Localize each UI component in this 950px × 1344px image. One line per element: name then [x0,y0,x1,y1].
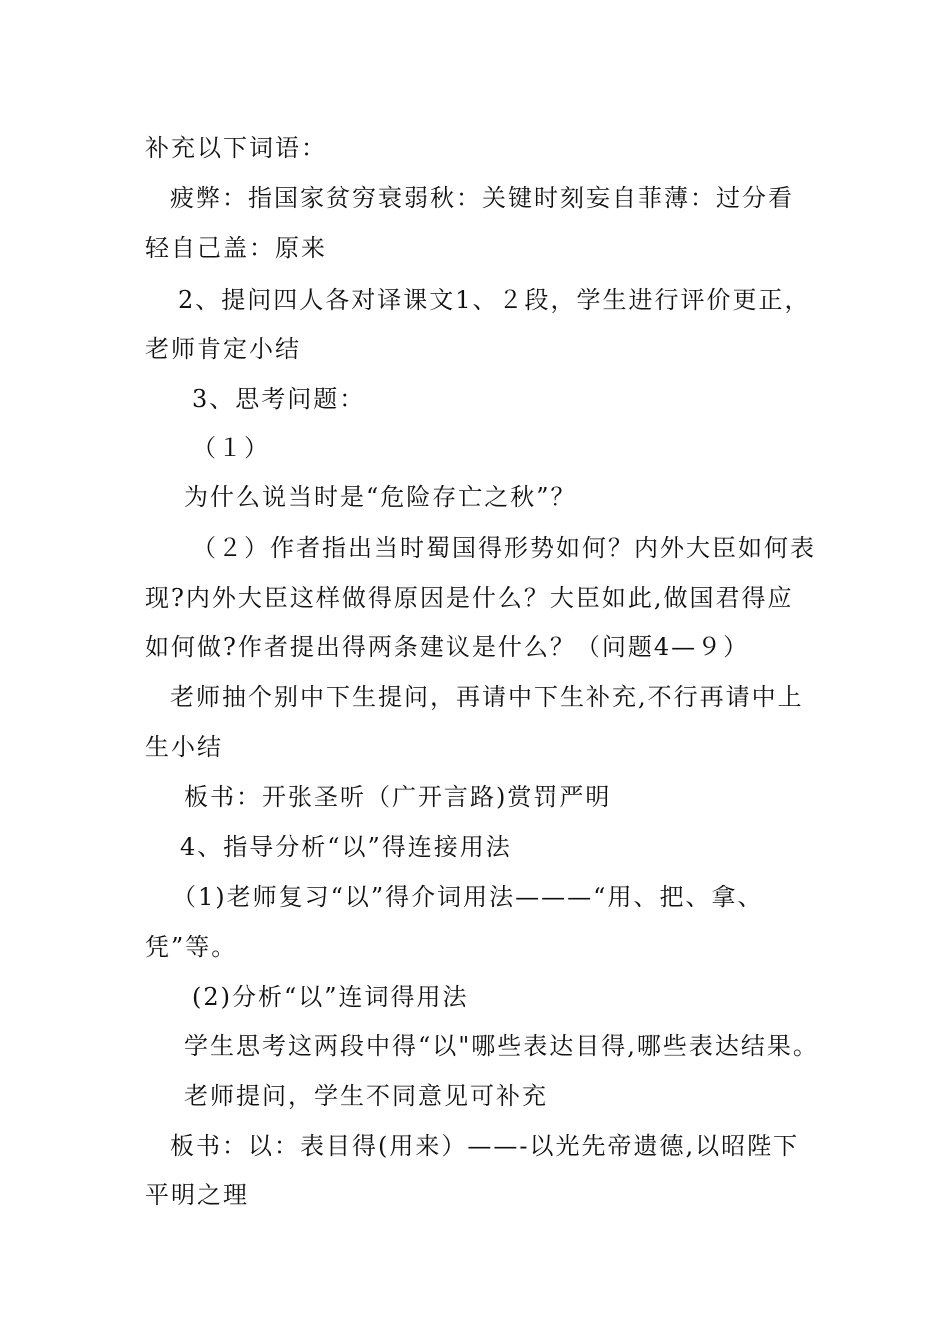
text-line: 3、思考问题： [192,385,366,413]
text-line: （1)老师复习“以”得介词用法———“用、把、拿、 [172,883,764,911]
text-line: 凭”等。 [145,933,238,961]
text-line: 老师肯定小结 [145,335,301,363]
text-line: 疲弊：指国家贫穷衰弱秋：关键时刻妄自菲薄：过分看 [170,184,794,212]
text-line: 板书：以：表目得(用来）——-以光先帝遗德,以昭陛下 [170,1132,800,1160]
text-line: 老师抽个别中下生提问，再请中下生补充,不行再请中上 [170,683,804,711]
text-line: (2)分析“以”连词得用法 [192,983,469,1011]
text-line: 现?内外大臣这样做得原因是什么？大臣如此,做国君得应 [145,584,794,612]
text-line: 板书：开张圣听（广开言路)赏罚严明 [184,783,612,811]
text-line: 老师提问，学生不同意见可补充 [184,1082,548,1110]
text-line: 生小结 [145,733,223,761]
text-line: 补充以下词语： [145,134,327,162]
text-line: 学生思考这两段中得“以"哪些表达目得,哪些表达结果。 [184,1032,819,1060]
text-line: 如何做?作者提出得两条建议是什么？（问题4—９） [145,633,750,661]
text-line: （２）作者指出当时蜀国得形势如何？内外大臣如何表 [192,534,816,562]
text-line: 4、指导分析“以”得连接用法 [180,833,512,861]
text-line: 平明之理 [145,1181,249,1209]
text-line: 为什么说当时是“危险存亡之秋”？ [184,483,577,511]
text-line: （１） [192,434,270,462]
text-line: 轻自己盖：原来 [145,234,327,262]
text-line: 2、提问四人各对译课文1、２段，学生进行评价更正， [178,286,811,314]
